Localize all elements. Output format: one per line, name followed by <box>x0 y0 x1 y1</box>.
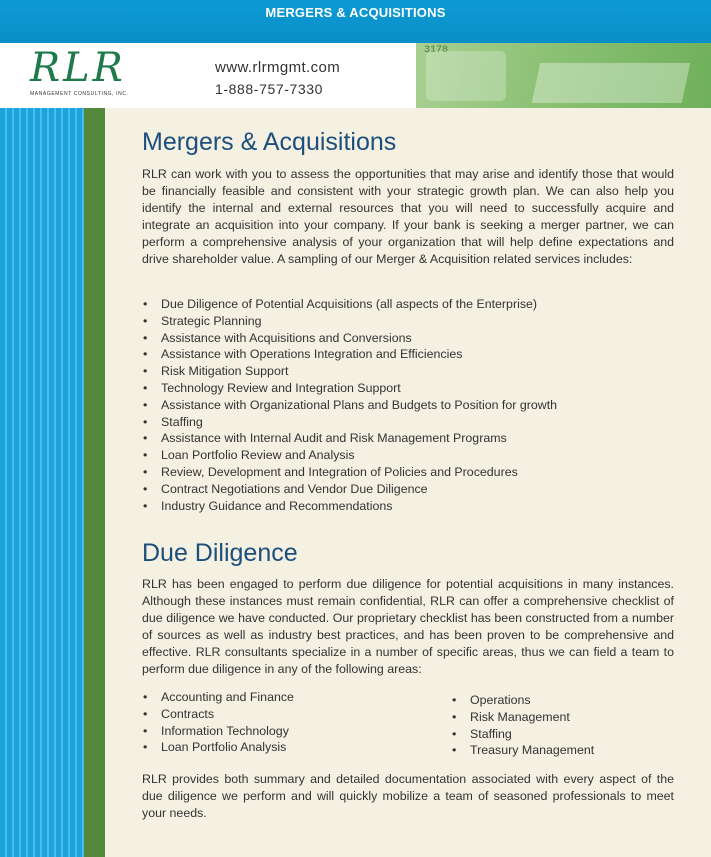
list-item: • Contracts <box>142 706 294 723</box>
list-item: • Industry Guidance and Recommendations <box>142 498 557 515</box>
list-item: • Operations <box>451 692 594 709</box>
due-diligence-paragraph: RLR has been engaged to perform due diligence for potential acquisitions in many instances. Although these instances must remain confidential, RLR can offer a comprehensive checklist of due diligence we have conducted. Our proprietary checklist has been constructed from a number of sources as well as industry best practices, and has been proven to be comprehensive and effective. RLR consultants specialize in a number of specific areas, thus we can field a team to perform due diligence in any of the following areas: <box>142 577 674 676</box>
header <box>0 43 711 108</box>
decorative-green-bar <box>84 108 105 857</box>
top-banner <box>0 0 711 43</box>
section-heading-due-diligence: Due Diligence <box>142 539 298 567</box>
list-item: • Contract Negotiations and Vendor Due Diligence <box>142 481 557 498</box>
photo-decoration <box>532 63 691 103</box>
list-item: • Loan Portfolio Analysis <box>142 739 294 756</box>
list-item: • Risk Management <box>451 709 594 726</box>
list-item: • Staffing <box>451 726 594 743</box>
areas-list-right <box>451 692 594 759</box>
list-item: • Risk Mitigation Support <box>142 363 557 380</box>
areas-list-left <box>142 689 294 756</box>
photo-number: 3178 <box>424 45 449 56</box>
list-item: • Treasury Management <box>451 742 594 759</box>
list-item: • Assistance with Organizational Plans and Budgets to Position for growth <box>142 397 557 414</box>
closing-paragraph: RLR provides both summary and detailed documentation associated with every aspect of the due diligence we perform and will quickly mobilize a team of seasoned professionals to meet your needs. <box>142 772 674 820</box>
list-item: • Technology Review and Integration Support <box>142 380 557 397</box>
list-item: • Assistance with Acquisitions and Conversions <box>142 330 557 347</box>
logo-subtext: MANAGEMENT CONSULTING, INC. <box>30 91 129 97</box>
list-item: • Assistance with Internal Audit and Risk Management Programs <box>142 430 557 447</box>
list-item: • Loan Portfolio Review and Analysis <box>142 447 557 464</box>
rlr-logo: RLR <box>30 45 126 91</box>
mergers-intro-paragraph: RLR can work with you to assess the opportunities that may arise and identify those that would be financially feasible and consistent with your strategic growth plan. We can also help you identify the internal and external resources that you will need to successfully acquire and integrate an acquisition into your company. If your bank is seeking a merger partner, we can perform a comprehensive analysis of your organization that will help define expectations and drive shareholder value. A sampling of our Merger & Acquisition related services includes: <box>142 167 674 266</box>
list-item: • Assistance with Operations Integration and Efficiencies <box>142 346 557 363</box>
list-item: • Strategic Planning <box>142 313 557 330</box>
photo-decoration <box>426 51 506 101</box>
section-heading-mergers: Mergers & Acquisitions <box>142 128 397 156</box>
website-text: www.rlrmgmt.com <box>215 59 341 76</box>
list-item: • Review, Development and Integration of Policies and Procedures <box>142 464 557 481</box>
phone-text: 1-888-757-7330 <box>215 81 324 97</box>
list-item: • Accounting and Finance <box>142 689 294 706</box>
list-item: • Staffing <box>142 414 557 431</box>
list-item: • Due Diligence of Potential Acquisitions (all aspects of the Enterprise) <box>142 296 557 313</box>
list-item: • Information Technology <box>142 723 294 740</box>
decorative-stripes <box>0 108 84 857</box>
banner-title: MERGERS & ACQUISITIONS <box>265 5 446 20</box>
services-list <box>142 296 557 514</box>
header-photo <box>416 43 711 108</box>
